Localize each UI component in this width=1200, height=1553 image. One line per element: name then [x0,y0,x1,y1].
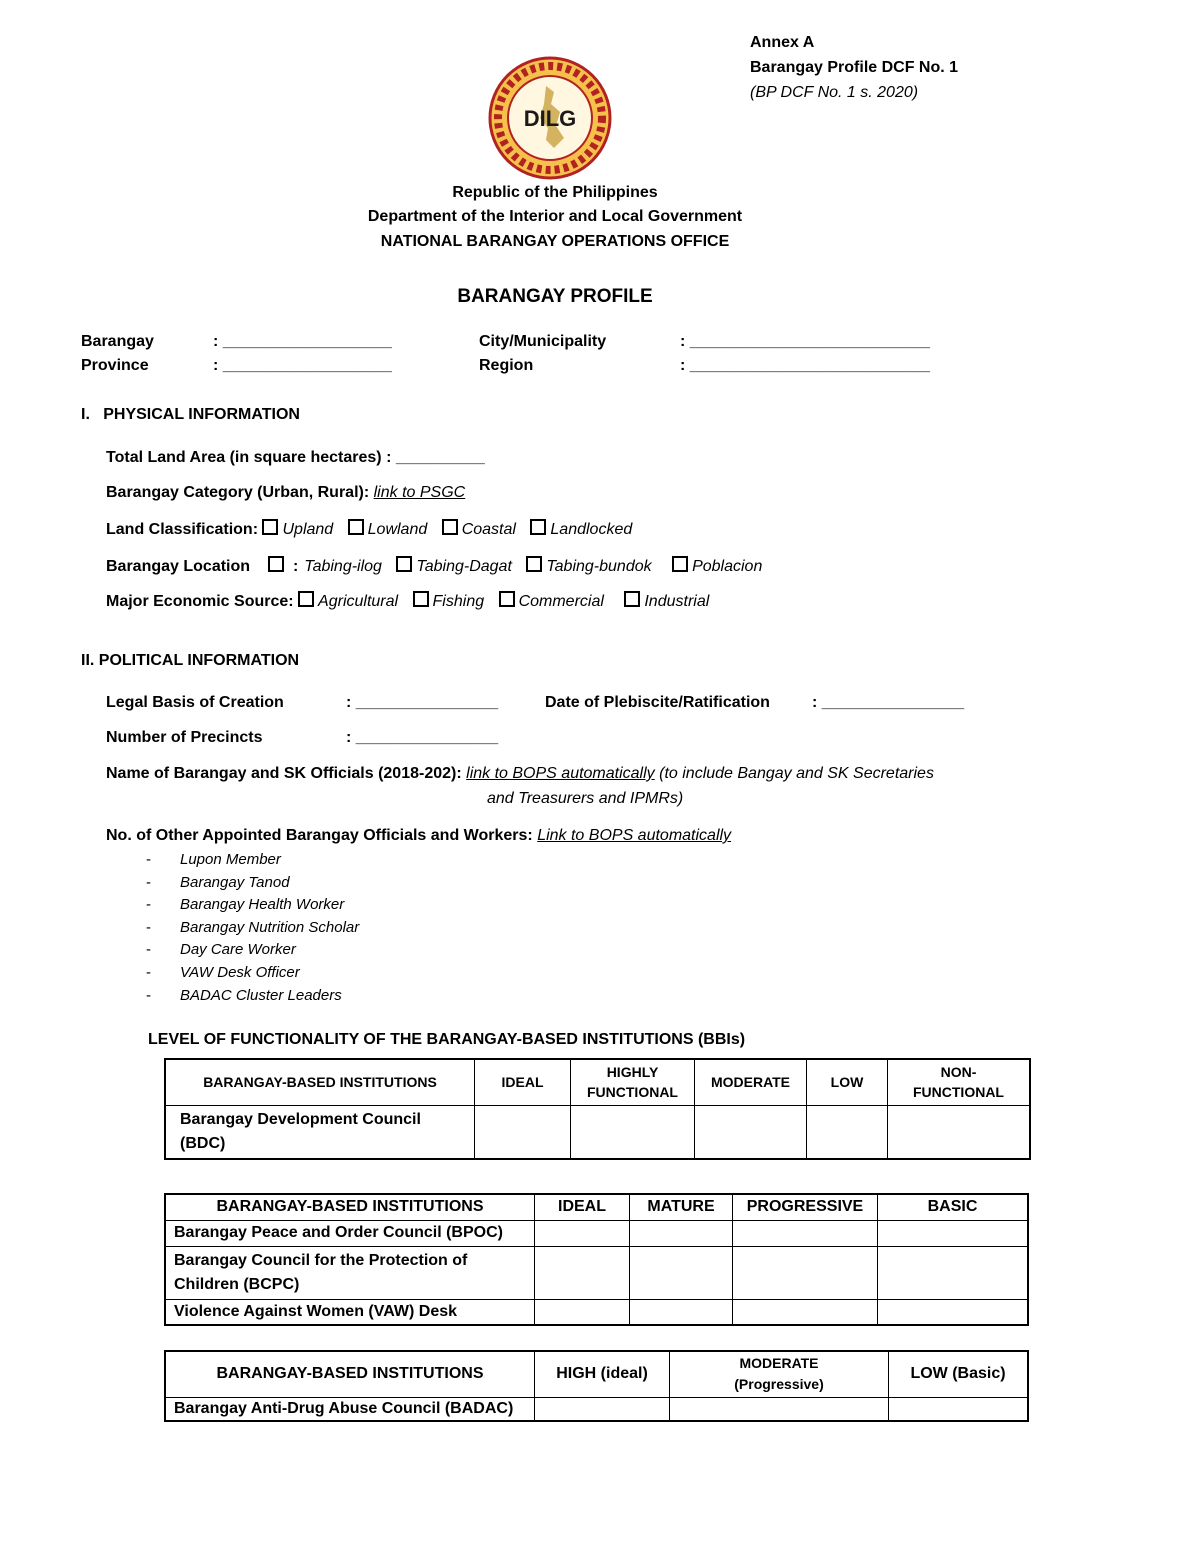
bdc-ideal-cell[interactable] [475,1105,571,1159]
upland-option: Upland [282,521,334,538]
psgc-link[interactable]: link to PSGC [373,484,466,501]
bdc-non-functional-cell[interactable] [888,1105,1031,1159]
fishing-checkbox[interactable] [413,591,429,607]
table-header: MATURE [630,1194,733,1220]
list-item: - BADAC Cluster Leaders [146,986,342,1004]
fishing-option: Fishing [432,593,485,610]
landlocked-checkbox[interactable] [530,519,546,535]
appointed-list [146,849,359,1007]
province-field[interactable]: : ___________________ [213,357,392,374]
table-row [165,1397,1028,1421]
vaw-progressive-cell[interactable] [733,1299,878,1325]
city-field[interactable]: : ___________________________ [680,333,931,350]
bdc-functionality-table [164,1058,1031,1160]
table-cell: Barangay Anti-Drug Abuse Council (BADAC) [165,1397,535,1421]
bdc-low-cell[interactable] [807,1105,888,1159]
precincts-field[interactable]: : ________________ [346,729,499,746]
bcpc-mature-cell[interactable] [630,1246,733,1299]
plebiscite-field[interactable]: : ________________ [812,694,965,711]
barangay-field[interactable]: : ___________________ [213,333,392,350]
coastal-option: Coastal [461,521,516,538]
poblacion-checkbox[interactable] [672,556,688,572]
vaw-ideal-cell[interactable] [535,1299,630,1325]
table-header: IDEAL [535,1194,630,1220]
table-header: IDEAL [475,1059,571,1105]
table-cell: Barangay Council for the Protection of Children (BCPC) [165,1246,535,1299]
commercial-checkbox[interactable] [499,591,515,607]
appointed-row [106,827,731,845]
table-row [165,1105,1030,1159]
agricultural-checkbox[interactable] [298,591,314,607]
region-field[interactable]: : ___________________________ [680,357,931,374]
annex-label: Annex A [750,34,815,51]
annex-series: (BP DCF No. 1 s. 2020) [750,84,919,101]
officials-row [106,765,934,783]
bcpc-progressive-cell[interactable] [733,1246,878,1299]
badac-moderate-cell[interactable] [670,1397,889,1421]
list-item: - Barangay Nutrition Scholar [146,918,360,936]
poblacion-option: Poblacion [692,558,763,575]
functionality-title: LEVEL OF FUNCTIONALITY OF THE BARANGAY-BASED INSTITUTIONS (BBIs) [148,1031,746,1048]
appointed-bops-link[interactable]: Link to BOPS automatically [537,827,732,844]
svg-text:DILG: DILG [523,106,577,131]
vaw-mature-cell[interactable] [630,1299,733,1325]
tabing-bundok-option: Tabing-bundok [546,558,652,575]
dilg-seal-icon [488,56,612,180]
dilg-seal-logo [488,56,612,180]
table-header: HIGHLY FUNCTIONAL [571,1059,695,1105]
table-row [165,1220,1028,1246]
table-header: BASIC [878,1194,1029,1220]
page-title: BARANGAY PROFILE [457,286,653,307]
list-item: - Lupon Member [146,851,281,868]
table-header: BARANGAY-BASED INSTITUTIONS [165,1351,535,1397]
table-header: MODERATE (Progressive) [670,1351,889,1397]
coastal-checkbox[interactable] [442,519,458,535]
category-label: Barangay Category (Urban, Rural): [106,484,370,501]
badac-low-cell[interactable] [889,1397,1029,1421]
header-department: Department of the Interior and Local Government [367,208,743,225]
appointed-label: No. of Other Appointed Barangay Officials and Workers: [106,827,533,844]
lowland-checkbox[interactable] [348,519,364,535]
bpoc-progressive-cell[interactable] [733,1220,878,1246]
land-classification-row [106,519,642,539]
upland-checkbox[interactable] [262,519,278,535]
region-label: Region [479,357,534,374]
table-header: BARANGAY-BASED INSTITUTIONS [165,1194,535,1220]
tabing-ilog-option: Tabing-ilog [304,558,382,575]
header-republic: Republic of the Philippines [452,184,658,201]
plebiscite-label: Date of Plebiscite/Ratification [545,694,770,711]
annex-form-number: Barangay Profile DCF No. 1 [750,59,959,76]
barangay-label: Barangay [81,333,154,350]
list-item: - Day Care Worker [146,941,296,959]
list-item: - Barangay Tanod [146,873,290,891]
agricultural-option: Agricultural [318,593,399,610]
badac-table [164,1350,1029,1422]
table-header: NON-FUNCTIONAL [888,1059,1031,1105]
officials-bops-link[interactable]: link to BOPS automatically [466,765,655,782]
officials-label: Name of Barangay and SK Officials (2018-202): [106,765,462,782]
table-cell: Barangay Development Council (BDC) [165,1105,475,1159]
economic-label: Major Economic Source: [106,593,294,610]
lowland-option: Lowland [367,521,428,538]
commercial-option: Commercial [518,593,604,610]
list-item: - Barangay Health Worker [146,896,345,914]
city-label: City/Municipality [479,333,607,350]
bpoc-mature-cell[interactable] [630,1220,733,1246]
table-row [165,1246,1028,1299]
landlocked-option: Landlocked [550,521,633,538]
industrial-checkbox[interactable] [624,591,640,607]
header-office: NATIONAL BARANGAY OPERATIONS OFFICE [380,233,730,250]
section-political-heading: II. POLITICAL INFORMATION [81,652,300,669]
bcpc-basic-cell[interactable] [878,1246,1029,1299]
tabing-dagat-option: Tabing-Dagat [416,558,512,575]
table-cell: Violence Against Women (VAW) Desk [165,1299,535,1325]
tabing-dagat-checkbox[interactable] [396,556,412,572]
table-cell: Barangay Peace and Order Council (BPOC) [165,1220,535,1246]
economic-source-row [106,591,719,611]
officials-note-continued: and Treasurers and IPMRs) [487,790,684,807]
bcpc-ideal-cell[interactable] [535,1246,630,1299]
tabing-bundok-checkbox[interactable] [526,556,542,572]
peace-order-table [164,1193,1029,1326]
province-label: Province [81,357,149,374]
table-header: PROGRESSIVE [733,1194,878,1220]
table-header: HIGH (ideal) [535,1351,670,1397]
table-header: BARANGAY-BASED INSTITUTIONS [165,1059,475,1105]
location-separator: : [292,558,299,575]
bdc-highly-functional-cell[interactable] [571,1105,695,1159]
table-row [165,1299,1028,1325]
table-header: LOW [807,1059,888,1105]
officials-note: (to include Bangay and SK Secretaries [654,765,934,782]
legal-basis-field[interactable]: : ________________ [346,694,499,711]
precincts-label: Number of Precincts [106,729,263,746]
location-checkbox[interactable] [268,556,284,572]
section-physical-heading: I. PHYSICAL INFORMATION [81,406,300,423]
list-item: - VAW Desk Officer [146,963,300,981]
bpoc-ideal-cell[interactable] [535,1220,630,1246]
bpoc-basic-cell[interactable] [878,1220,1029,1246]
land-class-label: Land Classification: [106,521,259,538]
bdc-moderate-cell[interactable] [695,1105,807,1159]
barangay-category-row [106,484,465,502]
barangay-location-row [106,556,772,576]
industrial-option: Industrial [644,593,710,610]
table-header: MODERATE [695,1059,807,1105]
table-header: LOW (Basic) [889,1351,1029,1397]
legal-basis-label: Legal Basis of Creation [106,694,284,711]
badac-high-cell[interactable] [535,1397,670,1421]
location-label: Barangay Location [106,558,251,575]
vaw-basic-cell[interactable] [878,1299,1029,1325]
land-area-field[interactable]: Total Land Area (in square hectares) : __________ [106,449,485,466]
